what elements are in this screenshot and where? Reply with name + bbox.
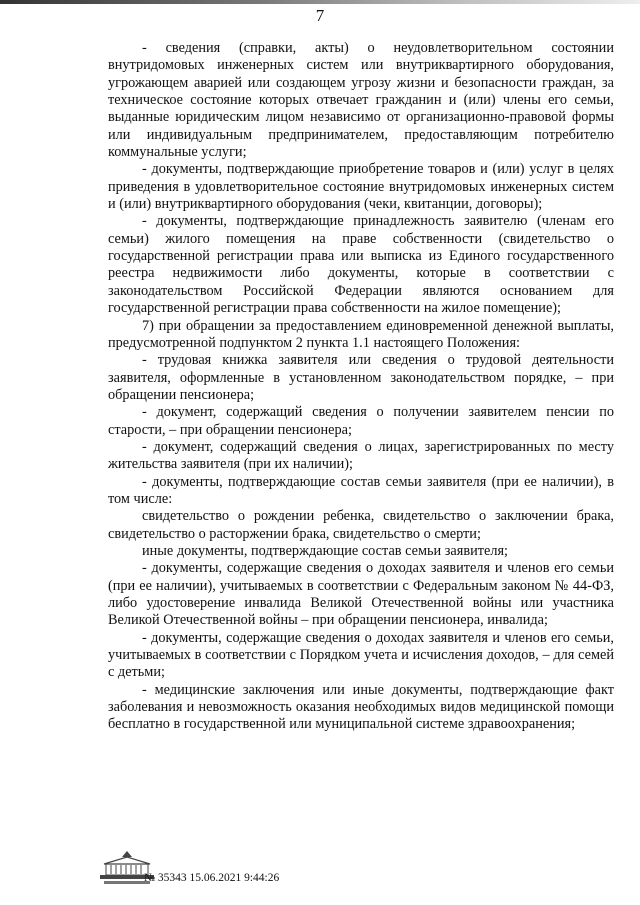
paragraph: - документы, содержащие сведения о доходах заявителя и членов его семьи, учитываемых в соответствии с Порядком учета и исчисления доходов, – для семей с детьми;: [108, 629, 614, 681]
paragraph: - медицинские заключения или иные документы, подтверждающие факт заболевания и невозможность оказания необходимых видов медицинской помощи бесплатно в государственной или муниципальной системе здравоохранения;: [108, 681, 614, 733]
scan-edge: [0, 0, 640, 4]
page-number: 7: [315, 6, 325, 25]
paragraph: иные документы, подтверждающие состав семьи заявителя;: [142, 542, 509, 559]
paragraph: 7) при обращении за предоставлением единовременной денежной выплаты, предусмотренной подпунктом 2 пункта 1.1 настоящего Положения:: [108, 317, 614, 351]
paragraph: - трудовая книжка заявителя или сведения о трудовой деятельности заявителя, оформленные в установленном законодательством порядке, – при обращении пенсионера;: [108, 352, 614, 403]
paragraph: - сведения (справки, акты) о неудовлетворительном состоянии внутридомовых инженерных систем или внутриквартирного оборудования, угрожающем аварией или создающем угрозу жизни и безопасности граждан, за техническое состояние которых отвечает гражданин и (или) члены его семьи, выданные юридическим лицом независимо от организационно-правовой формы или индивидуальным предпринимателем, предоставляющим потребителю коммунальные услуги;: [108, 40, 614, 161]
paragraph: - документы, подтверждающие состав семьи заявителя (при ее наличии), в том числе:: [108, 473, 614, 507]
paragraph: - документ, содержащий сведения о лицах, зарегистрированных по месту жительства заявителя (при их наличии);: [108, 438, 614, 473]
document-body: [108, 40, 614, 734]
paragraph: свидетельство о рождении ребенка, свидетельство о заключении брака, свидетельство о расторжении брака, свидетельство о смерти;: [108, 508, 614, 542]
paragraph: - документы, подтверждающие принадлежность заявителю (членам его семьи) жилого помещения на праве собственности (свидетельство о государственной регистрации права или выписка из Единого государственного реестра недвижимости либо документы, которые в соответствии с законодательством Российской Федерации являются основанием для государственной регистрации права собственности на жилое помещение);: [108, 213, 614, 317]
document-registration-stamp: № 35343 15.06.2021 9:44:26: [144, 872, 280, 884]
paragraph: - документы, подтверждающие приобретение товаров и (или) услуг в целях приведения в удовлетворительное состояние внутридомовых инженерных систем и (или) внутриквартирного оборудования (чеки, квитанции, договоры);: [108, 161, 614, 213]
paragraph: - документы, содержащие сведения о доходах заявителя и членов его семьи (при ее наличии), учитываемых в соответствии с Федеральным законом № 44-ФЗ, либо удостоверение инвалида Великой Отечественной войны или участника Великой Отечественной войны – при обращении пенсионера, инвалида;: [108, 560, 614, 629]
paragraph: - документ, содержащий сведения о получении заявителем пенсии по старости, – при обращении пенсионера;: [108, 404, 614, 438]
